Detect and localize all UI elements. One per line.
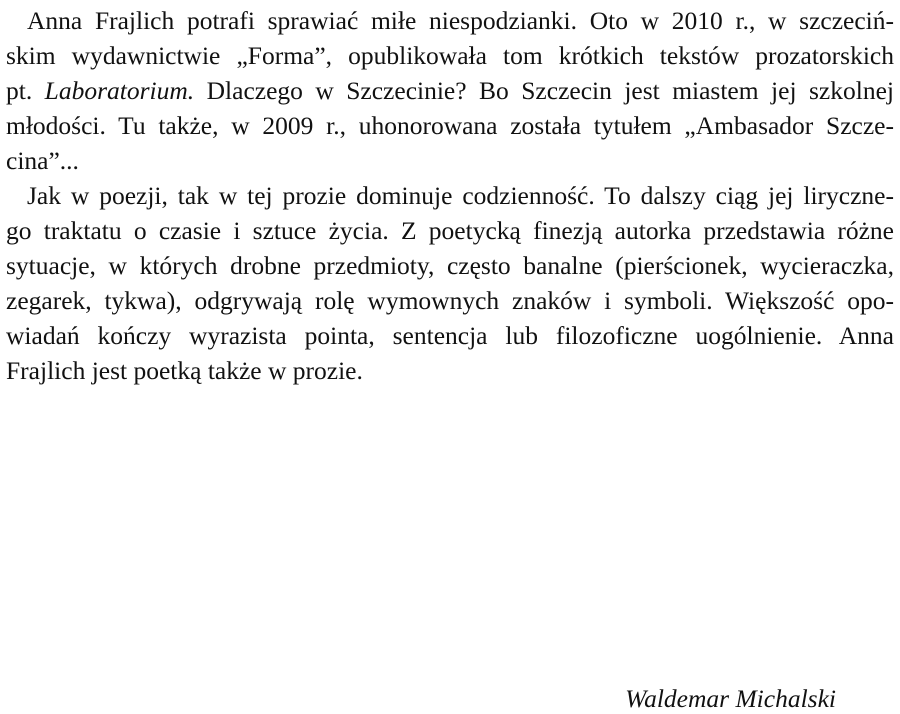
book-title: Laboratorium.	[44, 76, 195, 105]
text-line: cina”...	[6, 146, 79, 175]
text-line: Jak w poezji, tak w tej prozie dominuje codzienność. To dalszy ciąg jej liryczne-	[27, 181, 894, 210]
text-line: młodości. Tu także, w 2009 r., uhonorowana została tytułem „Ambasador Szcze-	[6, 111, 894, 140]
author-signature: Waldemar Michalski	[625, 684, 836, 713]
text-line: sytuacje, w których drobne przedmioty, często banalne (pierścionek, wycieraczka,	[6, 251, 894, 280]
text-line	[6, 73, 894, 108]
text-line: skim wydawnictwie „Forma”, opublikowała tom krótkich tekstów prozatorskich	[6, 41, 894, 70]
document-page	[6, 3, 894, 713]
text-line: Anna Frajlich potrafi sprawiać miłe niespodzianki. Oto w 2010 r., w szczeciń-	[27, 6, 894, 35]
text-line: wiadań kończy wyrazista pointa, sentencja lub filozoficzne uogólnienie. Anna	[6, 321, 894, 350]
text-fragment: pt.	[6, 76, 45, 105]
text-line: Frajlich jest poetką także w prozie.	[6, 356, 363, 385]
article-body	[6, 3, 894, 388]
text-line: zegarek, tykwa), odgrywają rolę wymownych znaków i symboli. Większość opo-	[6, 286, 894, 315]
text-fragment: Dlaczego w Szczecinie? Bo Szczecin jest miastem jej szkolnej	[194, 76, 894, 105]
text-line: go traktatu o czasie i sztuce życia. Z poetycką finezją autorka przedstawia różne	[6, 216, 894, 245]
